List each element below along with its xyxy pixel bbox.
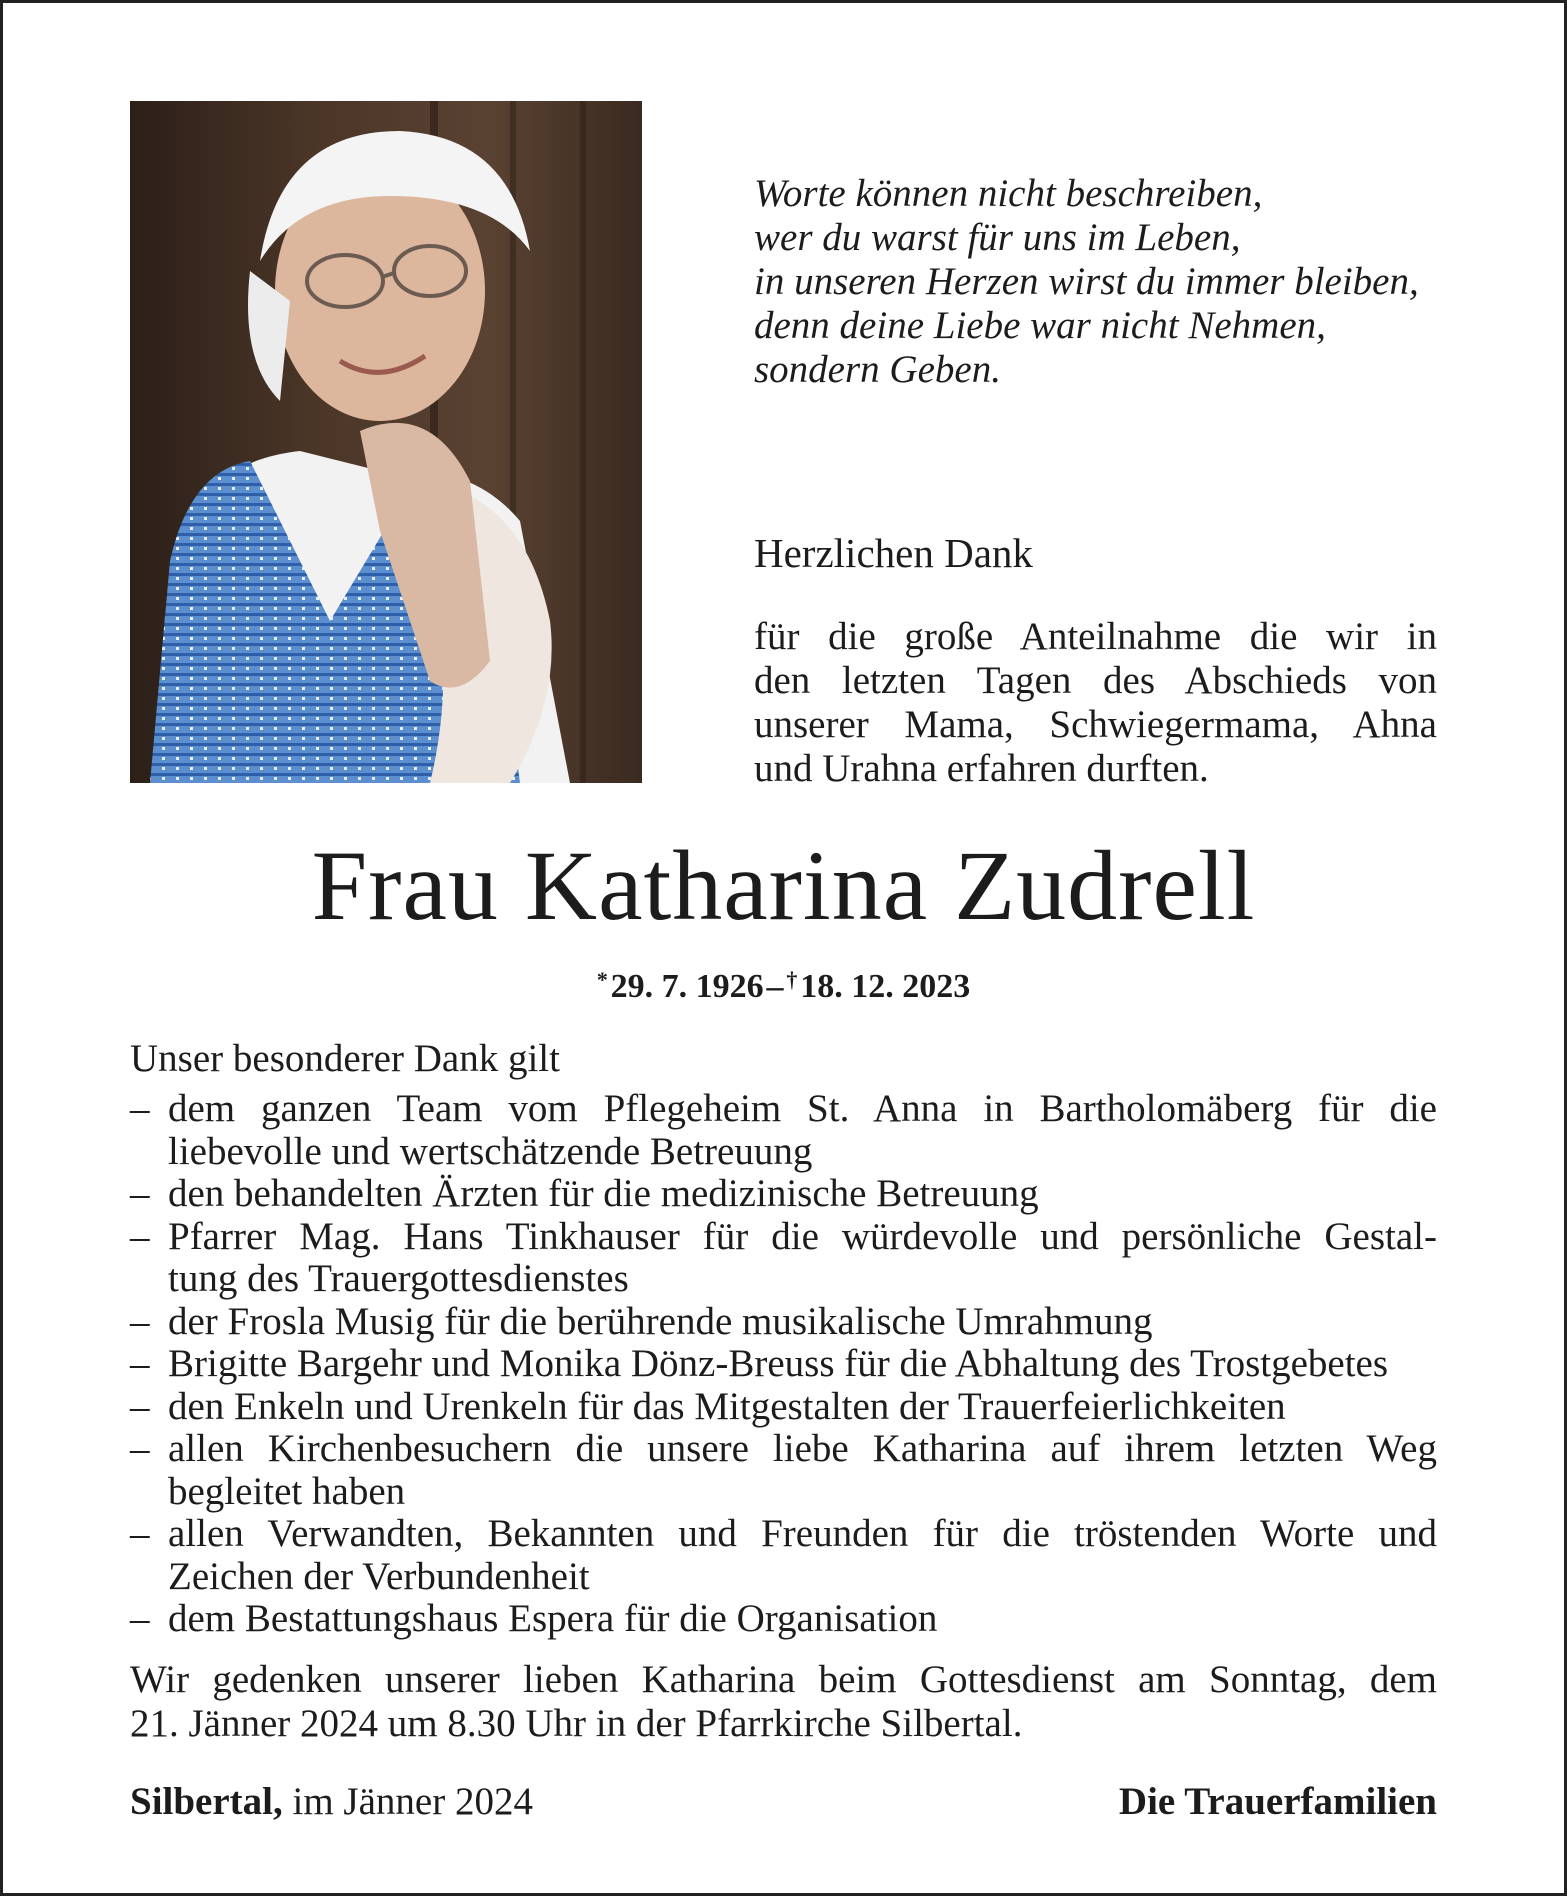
thanks-list-item-line: den behandelten Ärzten für die medizinische Betreuung xyxy=(168,1172,1039,1215)
special-thanks-intro: Unser besonderer Dank gilt xyxy=(130,1037,560,1080)
birth-symbol: * xyxy=(596,967,608,992)
thanks-list-item-line: allen Kirchenbesuchern die unsere liebe Katharina auf ihrem letzten Weg xyxy=(168,1427,1437,1470)
thanks-list-item-line: allen Verwandten, Bekannten und Freunden für die tröstenden Worte und xyxy=(168,1512,1437,1555)
thanks-list-item-line: tung des Trauergottesdienstes xyxy=(168,1257,629,1300)
place-and-date xyxy=(130,1780,533,1824)
closing-line: 21. Jänner 2024 um 8.30 Uhr in der Pfarrkirche Silbertal. xyxy=(130,1702,1023,1745)
place: Silbertal, xyxy=(130,1780,283,1823)
thanks-list-item-line: dem Bestattungshaus Espera für die Organisation xyxy=(168,1597,938,1640)
dash-bullet: – xyxy=(130,1427,150,1470)
verse-line: in unseren Herzen wirst du immer bleiben, xyxy=(754,260,1419,303)
thanks-list-item-line: den Enkeln und Urenkeln für das Mitgestalten der Trauerfeierlichkeiten xyxy=(168,1384,1286,1428)
death-date: 18. 12. 2023 xyxy=(800,968,971,1005)
thanks-list-item xyxy=(130,1173,1437,1216)
thanks-line: für die große Anteilnahme die wir in xyxy=(754,615,1437,658)
verse-line: wer du warst für uns im Leben, xyxy=(754,216,1241,259)
closing-line: Wir gedenken unserer lieben Katharina beim Gottesdienst am Sonntag, dem xyxy=(130,1658,1437,1701)
dash-bullet: – xyxy=(130,1597,150,1640)
date-separator: – xyxy=(766,968,784,1005)
memorial-verse xyxy=(754,172,1514,392)
birth-date: 29. 7. 1926 xyxy=(610,968,764,1005)
thanks-list-item-line: Zeichen der Verbundenheit xyxy=(168,1554,590,1598)
portrait-photo xyxy=(130,101,642,783)
thanks-list-item-line: Brigitte Bargehr und Monika Dönz-Breuss für die Abhaltung des Trostgebetes xyxy=(168,1342,1389,1385)
thanks-list-item-line: liebevolle und wertschätzende Betreuung xyxy=(168,1129,813,1173)
dash-bullet: – xyxy=(130,1172,150,1215)
thanks-line: und Urahna erfahren durften. xyxy=(754,747,1209,790)
thanks-list-item xyxy=(130,1343,1437,1386)
memorial-service-note xyxy=(130,1658,1437,1746)
thanks-list-item-line: dem ganzen Team vom Pflegeheim St. Anna in Bartholomäberg für die xyxy=(168,1087,1437,1130)
verse-line: Worte können nicht beschreiben, xyxy=(754,172,1263,215)
dash-bullet: – xyxy=(130,1299,150,1343)
thanks-list-item-line: Pfarrer Mag. Hans Tinkhauser für die würdevolle und persönliche Gestal- xyxy=(168,1214,1437,1258)
thanks-list-item xyxy=(130,1428,1437,1513)
notice-date: im Jänner 2024 xyxy=(292,1780,533,1823)
dash-bullet: – xyxy=(130,1512,150,1555)
dash-bullet: – xyxy=(130,1087,150,1130)
death-symbol: † xyxy=(786,967,798,992)
thanks-list-item xyxy=(130,1216,1437,1301)
life-dates xyxy=(0,958,1567,1009)
dash-bullet: – xyxy=(130,1342,150,1385)
thanks-heading: Herzlichen Dank xyxy=(754,530,1033,576)
thanks-list-item-line: der Frosla Musig für die berührende musikalische Umrahmung xyxy=(168,1299,1153,1343)
thanks-text xyxy=(754,615,1437,791)
thanks-list xyxy=(130,1088,1437,1641)
thanks-line: den letzten Tagen des Abschieds von xyxy=(754,659,1437,702)
deceased-name: Frau Katharina Zudrell xyxy=(311,830,1256,941)
thanks-list-item xyxy=(130,1513,1437,1598)
thanks-list-item xyxy=(130,1386,1437,1429)
dash-bullet: – xyxy=(130,1384,150,1428)
thanks-list-item xyxy=(130,1301,1437,1344)
thanks-list-item xyxy=(130,1598,1437,1641)
thanks-line: unserer Mama, Schwiegermama, Ahna xyxy=(754,703,1437,746)
thanks-list-item-line: begleitet haben xyxy=(168,1469,406,1513)
verse-line: sondern Geben. xyxy=(754,348,1001,391)
verse-line: denn deine Liebe war nicht Nehmen, xyxy=(754,304,1326,347)
dash-bullet: – xyxy=(130,1214,150,1258)
signature: Die Trauerfamilien xyxy=(1118,1780,1437,1823)
thanks-list-item xyxy=(130,1088,1437,1173)
